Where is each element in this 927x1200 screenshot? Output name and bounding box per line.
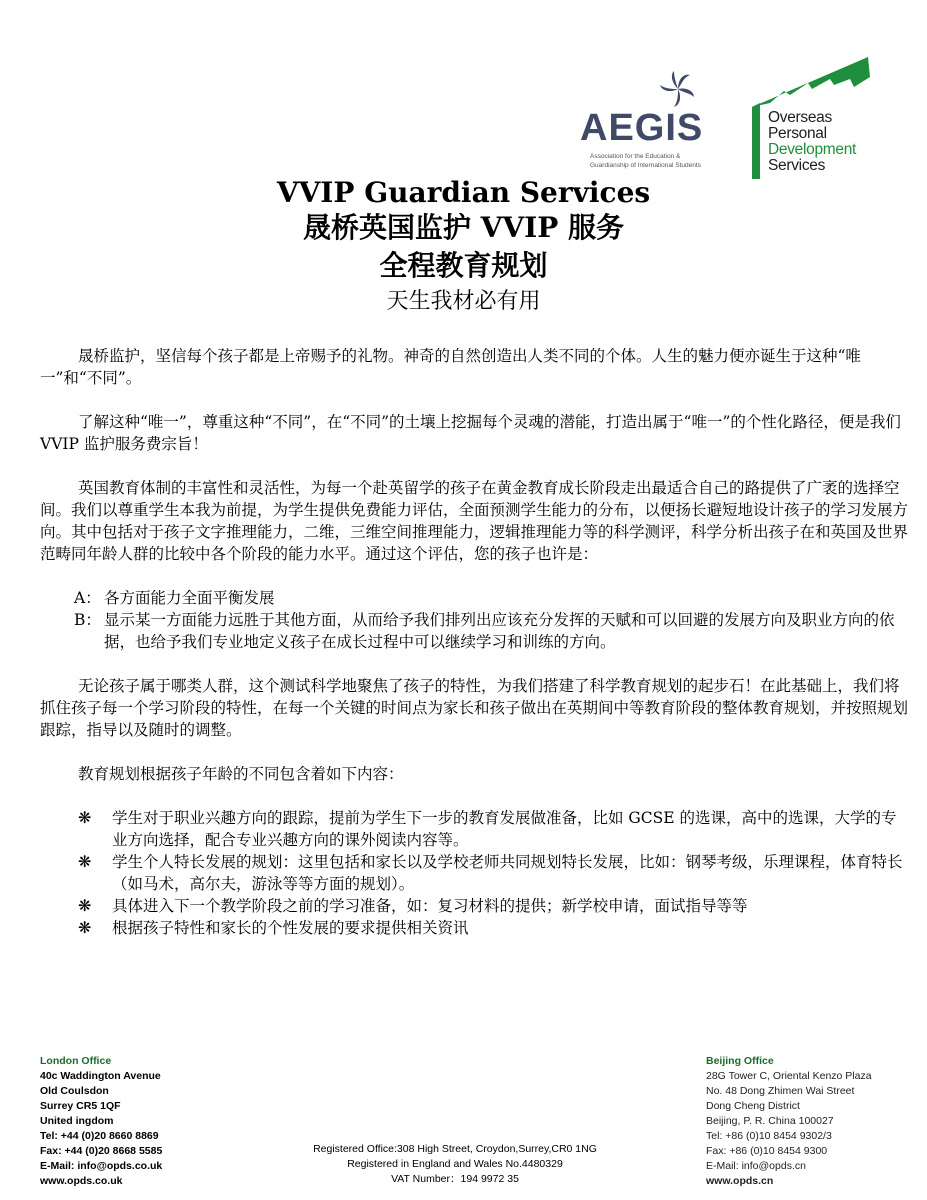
- beijing-email-link[interactable]: E-Mail: info@opds.cn: [706, 1160, 806, 1172]
- registered-address: Registered Office:308 High Street, Croydon,Surrey,CR0 1NG: [313, 1143, 597, 1155]
- opds-line-3: Development: [768, 141, 857, 158]
- opds-logo: [750, 55, 890, 185]
- london-email-link[interactable]: E-Mail: info@opds.co.uk: [40, 1160, 163, 1172]
- london-fax: Fax: +44 (0)20 8668 5585: [40, 1145, 163, 1157]
- vat-number: VAT Number：194 9972 35: [391, 1173, 519, 1185]
- beijing-address-line: 28G Tower C, Oriental Kenzo Plaza: [706, 1070, 872, 1082]
- slogan: 天生我材必有用: [386, 289, 541, 314]
- bullet-item: [78, 895, 912, 917]
- logo-area: [580, 55, 910, 185]
- beijing-address-line: Beijing, P. R. China 100027: [706, 1115, 834, 1127]
- london-tel: Tel: +44 (0)20 8660 8869: [40, 1130, 159, 1142]
- bullet-star-icon: ❋: [78, 808, 92, 827]
- option-a-text: 各方面能力全面平衡发展: [104, 589, 275, 607]
- document-body: [40, 345, 912, 939]
- registered-office: [260, 1142, 650, 1187]
- title-en: VVIP Guardian Services: [276, 176, 651, 209]
- bullet-star-icon: ❋: [78, 918, 92, 937]
- london-address-line: Surrey CR5 1QF: [40, 1100, 121, 1112]
- aegis-subtitle: Association for the Education & Guardianship of International Students: [590, 153, 701, 169]
- aegis-wordmark: AEGIS: [580, 107, 704, 149]
- aegis-swirl-icon: [658, 69, 698, 109]
- paragraph-1: 晟桥监护，坚信每个孩子都是上帝赐予的礼物。神奇的自然创造出人类不同的个体。人生的魅力便亦诞生于这种“唯一”和“不同”。: [40, 347, 861, 387]
- beijing-office: [706, 1054, 916, 1189]
- beijing-address-line: Dong Cheng District: [706, 1100, 800, 1112]
- option-b-text: 显示某一方面能力远胜于其他方面，从而给予我们排列出应该充分发挥的天赋和可以回避的发展方向及职业方向的依据，也给予我们专业地定义孩子在成长过程中可以继续学习和训练的方向。: [104, 611, 895, 651]
- bullet-item: [78, 851, 912, 895]
- london-office-heading: London Office: [40, 1055, 112, 1067]
- paragraph-3: 英国教育体制的丰富性和灵活性，为每一个赴英留学的孩子在黄金教育成长阶段走出最适合自己的路提供了广袤的选择空间。我们以尊重学生本我为前提，为学生提供免费能力评估，全面预测学生能力的分布，以便扬长避短地设计孩子的学习发展方向。其中包括对于孩子文字推理能力，二维，三维空间推理能力，逻辑推理能力等的科学测评，科学分析出孩子在和英国及世界范畴同年龄人群的比较中各个阶段的能力水平。通过这个评估，您的孩子也许是：: [40, 479, 909, 563]
- beijing-tel: Tel: +86 (0)10 8454 9302/3: [706, 1130, 832, 1142]
- option-a: [74, 587, 912, 609]
- bullet-text: 学生个人特长发展的规划：这里包括和家长以及学校老师共同规划特长发展，比如：钢琴考级，乐理课程，体育特长（如马术，高尔夫，游泳等等方面的规划）。: [112, 853, 903, 893]
- title-cn: 晟桥英国监护 VVIP 服务: [302, 211, 625, 244]
- bullet-list: [40, 807, 912, 939]
- beijing-address-line: No. 48 Dong Zhimen Wai Street: [706, 1085, 855, 1097]
- london-address-line: United ingdom: [40, 1115, 114, 1127]
- option-list: [40, 587, 912, 653]
- opds-wordmark: [768, 110, 856, 174]
- registered-number: Registered in England and Wales No.4480329: [347, 1158, 563, 1170]
- beijing-website-link[interactable]: www.opds.cn: [706, 1175, 774, 1187]
- bullet-star-icon: ❋: [78, 852, 92, 871]
- opds-line-2: Personal: [768, 125, 827, 142]
- paragraph-2: 了解这种“唯一”，尊重这种“不同”，在“不同”的土壤上挖掘每个灵魂的潜能，打造出属于“唯一”的个性化路径，便是我们 VVIP 监护服务费宗旨！: [40, 413, 901, 453]
- bullet-text: 学生对于职业兴趣方向的跟踪，提前为学生下一步的教育发展做准备，比如 GCSE 的选课，高中的选课，大学的专业方向选择，配合专业兴趣方向的课外阅读内容等。: [112, 809, 897, 849]
- london-office: [40, 1054, 240, 1189]
- title-block: [0, 176, 927, 318]
- option-b-label: B：: [74, 611, 101, 629]
- bullet-star-icon: ❋: [78, 896, 92, 915]
- london-website-link[interactable]: www.opds.co.uk: [40, 1175, 123, 1187]
- london-address-line: Old Coulsdon: [40, 1085, 109, 1097]
- option-b: [74, 609, 912, 653]
- beijing-office-heading: Beijing Office: [706, 1055, 774, 1067]
- paragraph-5: 教育规划根据孩子年龄的不同包含着如下内容：: [78, 765, 404, 783]
- opds-line-1: Overseas: [768, 109, 832, 126]
- option-a-label: A：: [74, 589, 101, 607]
- paragraph-4: 无论孩子属于哪类人群，这个测试科学地聚焦了孩子的特性，为我们搭建了科学教育规划的起步石！在此基础上，我们将抓住孩子每一个学习阶段的特性，在每一个关键的时间点为家长和孩子做出在英期间中等教育阶段的整体教育规划，并按照规划跟踪，指导以及随时的调整。: [40, 677, 909, 739]
- bullet-text: 具体进入下一个教学阶段之前的学习准备，如：复习材料的提供；新学校申请，面试指导等等: [112, 897, 748, 915]
- beijing-fax: Fax: +86 (0)10 8454 9300: [706, 1145, 828, 1157]
- opds-line-4: Services: [768, 157, 826, 174]
- bullet-item: [78, 807, 912, 851]
- bullet-text: 根据孩子特性和家长的个性发展的要求提供相关资讯: [112, 919, 469, 937]
- bullet-item: [78, 917, 912, 939]
- title-plan: 全程教育规划: [379, 249, 548, 282]
- london-address-line: 40c Waddington Avenue: [40, 1070, 161, 1082]
- aegis-logo: [580, 69, 720, 179]
- footer: [0, 1054, 927, 1194]
